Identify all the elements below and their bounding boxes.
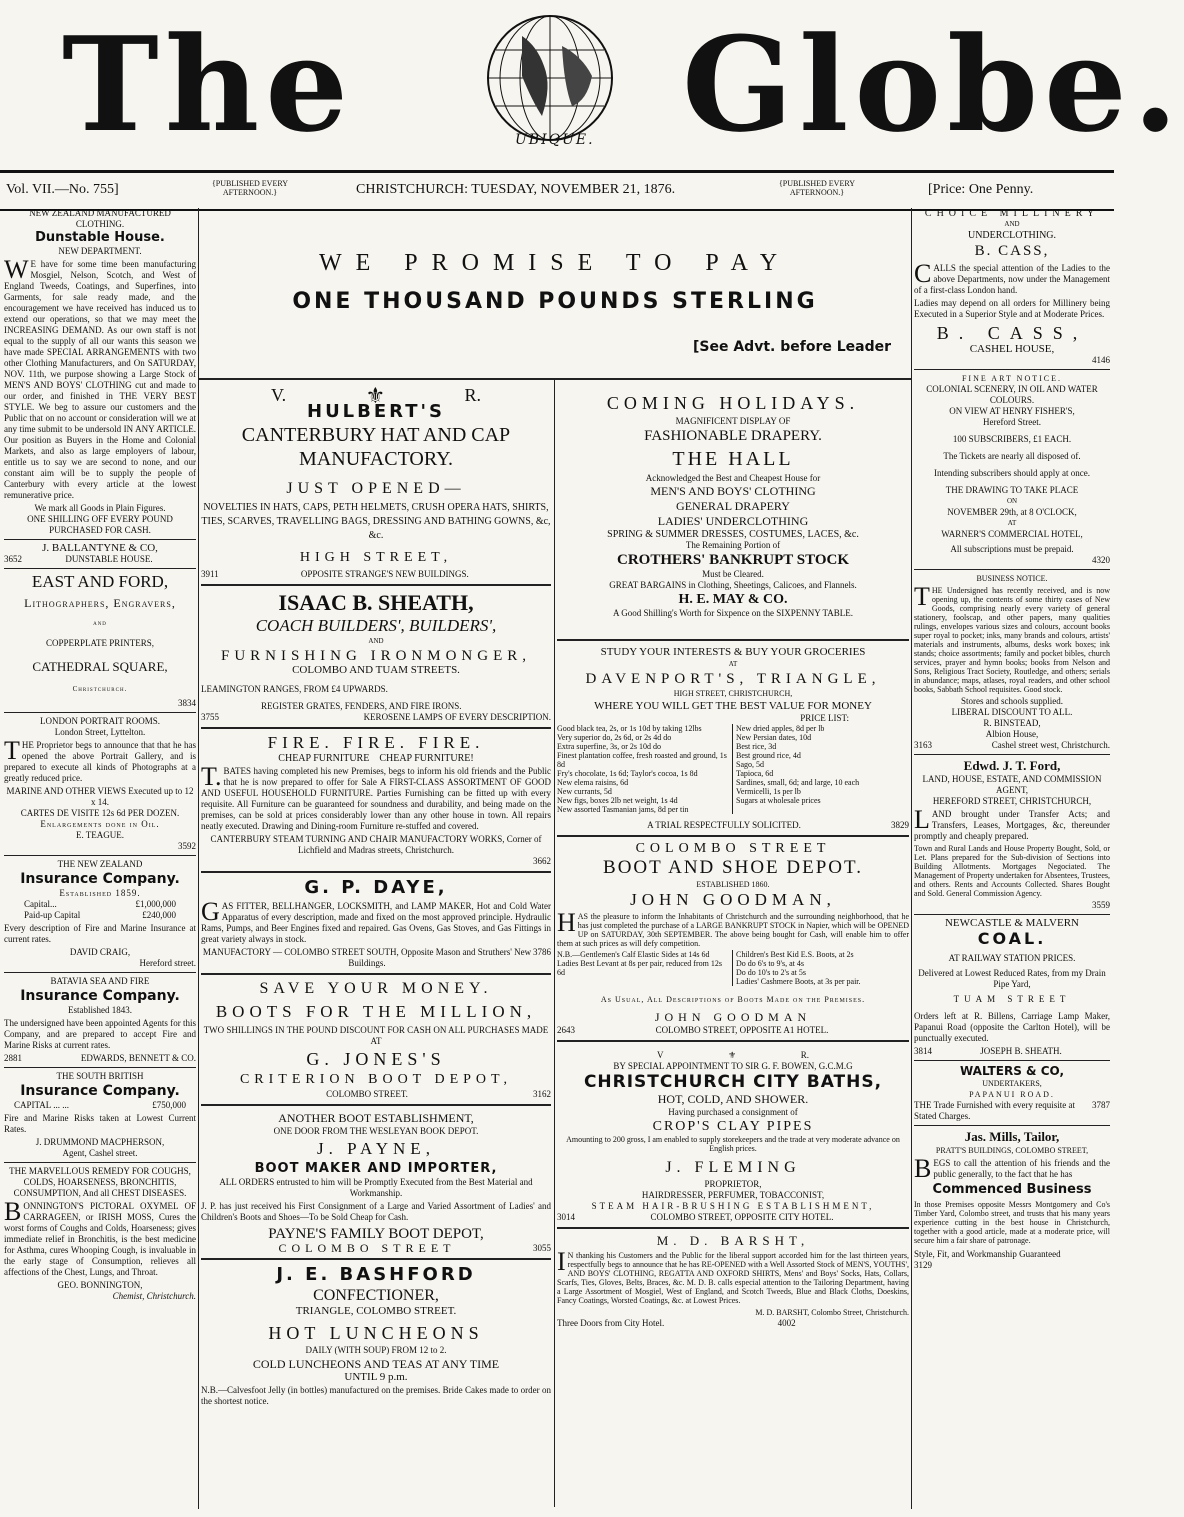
remaining-portion: The Remaining Portion of <box>685 540 781 550</box>
established-1843: Established 1843. <box>68 1005 132 1015</box>
opposite-strange: OPPOSITE STRANGE'S NEW BUILDINGS. <box>300 569 469 579</box>
fashionable-drapery: FASHIONABLE DRAPERY. <box>644 428 822 444</box>
colombo-tuam: COLOMBO AND TUAM STREETS. <box>292 664 460 676</box>
hulbert-name: HULBERT'S <box>307 401 445 422</box>
spring-summer: SPRING & SUMMER DRESSES, COSTUMES, LACES, &c. <box>607 529 859 540</box>
goodman-body: HAS the pleasure to inform the Inhabitants of Christchurch and the surrounding neighborhood, that he has just completed the purchase of a LARGE BANKRUPT STOCK in Napier, which will be OPENED UP on SATURDAY, 30th SEPTEMBER. The above being bought for Cash, will enable him to offer them at such prices as will defy competition. <box>557 908 909 948</box>
on-view: ON VIEW AT HENRY FISHER'S, <box>949 406 1075 416</box>
crops-clay-pipes: CROP'S CLAY PIPES <box>652 1119 814 1134</box>
ballantyne-number: 3652 <box>4 554 22 564</box>
payne-body: J. P. has just received his First Consignment of a Large and Varied Assortment of Ladies' and Children's Boots and Shoes—To be Sold Cheap for Cash. <box>201 1201 551 1222</box>
christchurch-small: Christchurch. <box>72 685 128 693</box>
teague-signature: E. TEAGUE. <box>75 830 125 840</box>
price-item: New Persian dates, 10d <box>736 733 812 742</box>
prepaid: All subscriptions must be prepaid. <box>950 544 1074 554</box>
cass-body: CALLS the special attention of the Ladies to the above Departments, now under the Management of a first-class London hand. <box>914 259 1110 295</box>
another-boot: ANOTHER BOOT ESTABLISHMENT, <box>278 1111 474 1125</box>
magnificent-display: MAGNIFICENT DISPLAY OF <box>675 416 791 426</box>
fine-art-number: 4320 <box>1092 555 1110 565</box>
price-item: New assorted Tasmanian jams, 8d per tin <box>557 805 689 814</box>
copperplate: COPPERPLATE PRINTERS, <box>45 638 155 648</box>
tuam-street: TUAM STREET <box>953 994 1071 1004</box>
business-notice: BUSINESS NOTICE. <box>976 574 1048 583</box>
ford-number: 3559 <box>1092 900 1110 910</box>
binstead-number: 3163 <box>914 740 932 750</box>
fire-heading: FIRE. FIRE. FIRE. <box>267 733 485 752</box>
dav-at: AT <box>728 660 738 668</box>
and-text: and <box>93 619 107 627</box>
promise-heading: WE PROMISE TO PAY <box>318 250 792 276</box>
price-item: Extra superfine, 3s, or 2s 10d do <box>557 742 661 751</box>
save-money: SAVE YOUR MONEY. <box>259 980 493 997</box>
dunstable-body: WE have for some time been manufacturing Mosgiel, Nelson, Scotch, and West of England Tweeds, Coatings, and Superfines, into Garments, for sale ready made, and the encouragement we have received has induced us to extend our operations, so that we may meet the INCREASING DEMAND. As our own staff is not equal to the supply of all our wants this season we have made SPECIAL ARRANGEMENTS with two other Clothing Manufacturers, and On SATURDAY, NOV. 11th, we purpose showing a Large Stock of MEN'S AND BOYS' CLOTHING cut and made to our order, and finished in THE VERY BEST STYLE. We beg to assure our customers and the Public that on no account or consideration will we at any time submit to be undersold IN ANY ARTICLE. Our position as Buyers in the Home and Colonial Markets, and also as large employers of labour, entitle us to say we are second to none, and our constant aim will be to supply the people of Canterbury with every article at the lowest remunerative price. <box>4 255 196 500</box>
mills-number: 3129 <box>914 1260 932 1270</box>
bonnington-signature: GEO. BONNINGTON, <box>57 1280 143 1290</box>
drawing-on: ON <box>1006 497 1018 505</box>
south-british-heading: THE SOUTH BRITISH <box>56 1071 144 1081</box>
edwards-number: 2881 <box>4 1053 22 1063</box>
bates-body: T.BATES having completed his new Premises, begs to inform his old friends and the Public that he is now prepared to offer for Sale A FIRST-CLASS ASSORTMENT OF GOOD AND USEFUL HOUSEHOLD FURNITURE. Parties Furnishing can be fitted up with every requisite. All Furniture can be guaranteed for soundness and durability, and being made on the premises, can be sold at prices considerably lower than any other house in town. All repairs neatly executed. Drawing and Dining-room Furniture re-stuffed and covered. <box>201 762 551 831</box>
city-date: CHRISTCHURCH: TUESDAY, NOVEMBER 21, 1876. <box>356 182 676 197</box>
mills-name: Jas. Mills, Tailor, <box>964 1129 1060 1144</box>
walters-number: 3787 <box>1092 1100 1110 1110</box>
amounting: Amounting to 200 gross, I am enabled to supply storekeepers and the trade at very moderate advance on English prices. <box>566 1135 900 1153</box>
edwards-signature: EDWARDS, BENNETT & CO. <box>80 1053 196 1063</box>
established-1859: Established 1859. <box>59 888 141 898</box>
railway-prices: AT RAILWAY STATION PRICES. <box>948 953 1076 963</box>
sixpenny-table: A Good Shilling's Worth for Sixpence on the SIXPENNY TABLE. <box>612 608 853 618</box>
stores-schools: Stores and schools supplied. <box>961 696 1063 706</box>
masthead-title-left: The <box>62 8 354 161</box>
baths-crest-icon: ⚜ <box>728 1050 737 1060</box>
nz-insurance-company: Insurance Company. <box>20 871 180 887</box>
cass-number: 4146 <box>1092 355 1110 365</box>
crest-icon: ⚜ <box>365 383 386 408</box>
sheath-number-right: 3814 <box>914 1046 932 1056</box>
undertakers: UNDERTAKERS, <box>982 1079 1042 1088</box>
lithographers: Lithographers, Engravers, <box>24 596 176 610</box>
register-grates: REGISTER GRATES, FENDERS, AND FIRE IRONS. <box>261 701 462 711</box>
mid-left-subcolumn <box>201 384 551 1511</box>
ladies-levant: Ladies Best Levant at 8s per pair, reduced from 12s 6d <box>557 959 722 977</box>
capital-label: Capital... <box>24 899 57 909</box>
ford-body-2: Town and Rural Lands and House Property Bought, Sold, or Let. Plans prepared for the Sub-division of Sections into Building Allotments. Mortgages Negociated. The Management of Property undertaken for Absentees, Trustees, and others. Rents and Accounts Collected. Shares Bought and Sold. General Commission Agency. <box>914 844 1110 898</box>
nz-insurance-heading: THE NEW ZEALAND <box>57 859 143 869</box>
marine-views: MARINE AND OTHER VIEWS Executed up to 12 x 14. <box>6 786 194 807</box>
cheap-furniture: CHEAP FURNITURE CHEAP FURNITURE! <box>278 753 474 764</box>
great-bargains: GREAT BARGAINS in Clothing, Sheetings, Calicoes, and Flannels. <box>609 580 857 590</box>
price-item: Vermicelli, 1s per lb <box>736 787 801 796</box>
daily-soup: DAILY (WITH SOUP) FROM 12 to 2. <box>305 1345 447 1355</box>
price-item: Sugars at wholesale prices <box>736 796 821 805</box>
warner-hotel: WARNER'S COMMERCIAL HOTEL, <box>941 529 1083 539</box>
mills-body: In those Premises opposite Messrs Montgomery and Co's Timber Yard, Colombo street, and trusts that his many years experience cutting in the best house in Christchurch, together with a good article, made at a moderate price, will secure him a fair share of patronage. <box>914 1200 1110 1245</box>
macpherson-signature: J. DRUMMOND MACPHERSON, <box>35 1137 165 1147</box>
paidup-label: Paid-up Capital <box>24 910 81 920</box>
boot-maker: BOOT MAKER AND IMPORTER, <box>254 1161 498 1176</box>
papanui-road: PAPANUI ROAD. <box>969 1090 1055 1099</box>
fleming-hairdresser: HAIRDRESSER, PERFUMER, TOBACCONIST, <box>641 1190 825 1200</box>
colonial-scenery: COLONIAL SCENERY, IN OIL AND WATER COLOURS. <box>926 384 1098 405</box>
cartes-de-visite: CARTES DE VISITE 12s 6d PER DOZEN. <box>20 808 180 818</box>
childrens-boot-item: Ladies' Cashmere Boots, at 3s per pair. <box>736 977 861 986</box>
cold-luncheons: COLD LUNCHEONS AND TEAS AT ANY TIME <box>252 1357 500 1371</box>
volume-number: Vol. VII.—No. 755] <box>6 182 119 197</box>
enlargements: Enlargements done in Oil. <box>40 819 160 829</box>
cashel-west: Cashel street west, Christchurch. <box>991 740 1110 750</box>
newcastle-malvern: NEWCASTLE & MALVERN <box>944 917 1080 929</box>
published-note-left: {PUBLISHED EVERY AFTERNOON.} <box>211 179 289 197</box>
criterion-depot: CRITERION BOOT DEPOT, <box>239 1072 513 1087</box>
davenport-name: DAVENPORT'S, TRIANGLE, <box>585 671 881 687</box>
barsht-number: 4002 <box>777 1318 796 1328</box>
east-ford-heading: EAST AND FORD, <box>31 572 169 591</box>
payne-name: J. PAYNE, <box>317 1139 435 1158</box>
city-baths: CHRISTCHURCH CITY BATHS, <box>583 1072 883 1092</box>
price-item: New elema raisins, 6d <box>557 778 629 787</box>
two-shillings: TWO SHILLINGS IN THE POUND DISCOUNT FOR CASH ON ALL PURCHASES MADE AT <box>203 1025 549 1046</box>
payne-number: 3055 <box>532 1243 551 1253</box>
having-purchased: Having purchased a consignment of <box>668 1107 798 1117</box>
special-appointment: BY SPECIAL APPOINTMENT TO SIR G. F. BOWEN, G.C.M.G <box>613 1061 853 1071</box>
payne-street: COLOMBO STREET <box>278 1241 456 1255</box>
daye-body: GAS FITTER, BELLHANGER, LOCKSMITH, and LAMP MAKER, Hot and Cold Water Apparatus of every description, made and fixed on the most approved principle. Hydraulic Rams, Pumps, and Beer Engines fixed and repaired. Gas Ovens, Gas Stoves, and Gas Fittings in great variety always in stock. <box>201 897 551 944</box>
payne-depot: PAYNE'S FAMILY BOOT DEPOT, <box>268 1226 484 1242</box>
joseph-sheath: JOSEPH B. SHEATH. <box>980 1046 1062 1056</box>
ballantyne-house: DUNSTABLE HOUSE. <box>65 554 153 564</box>
cathedral-square: CATHEDRAL SQUARE, <box>32 659 168 674</box>
may-co: H. E. MAY & CO. <box>678 592 788 607</box>
tickets-disposed: The Tickets are nearly all disposed of. <box>943 451 1081 461</box>
pratt-buildings: PRATT'S BUILDINGS, COLOMBO STREET, <box>935 1146 1089 1155</box>
daye-name: G. P. DAYE, <box>304 877 448 898</box>
fine-art-notice: FINE ART NOTICE. <box>961 374 1063 383</box>
trial-solicited: A TRIAL RESPECTFULLY SOLICITED. <box>647 820 801 830</box>
childrens-boots <box>733 950 909 986</box>
goodman-address: COLOMBO STREET, OPPOSITE A1 HOTEL. <box>655 1025 829 1035</box>
price-item: Sardines, small, 6d; and large, 10 each <box>736 778 860 787</box>
price-list-label: PRICE LIST: <box>800 713 849 723</box>
until-9pm: UNTIL 9 p.m. <box>344 1371 408 1383</box>
as-usual: As Usual, All Descriptions of Boots Made on the Premises. <box>600 995 866 1004</box>
nz-manufactured-heading: NEW ZEALAND MANUFACTURED CLOTHING. <box>29 208 171 229</box>
marvellous-remedy: THE MARVELLOUS REMEDY FOR COUGHS, COLDS, HOARSENESS, BRONCHITIS, CONSUMPTION, And all CHEST DISEASES. <box>9 1166 191 1198</box>
barsht-body: IN thanking his Customers and the Public for the liberal support accorded him for the last thirteen years, respectfully begs to announce that he has RE-OPENED with a Well Assorted Stock of MEN'S, YOUTHS', AND BOYS' CLOTHING, REGATTA AND OXFORD SHIRTS, Mens' and Boys' Socks, Hats, Collars, Scarfs, Ties, Gloves, Belts, Braces, &c. M. D. B. calls especial attention to the Tailoring Department, having a Large Assortment of Mosgiel, West of England, and Scotch Tweeds, Blue and Black Cloths, Doeskins, Fancy Coatings, Worsted Coatings, &c. at Lowest Prices. <box>557 1247 909 1305</box>
coal-heading: COAL. <box>977 929 1047 948</box>
daye-manufactory: MANUFACTORY — COLOMBO STREET SOUTH, Opposite Mason and Struthers' New Buildings. <box>202 947 532 968</box>
price-item: Tapioca, 6d <box>736 769 774 778</box>
three-doors: Three Doors from City Hotel. <box>557 1318 665 1328</box>
jones-name: G. JONES'S <box>306 1049 446 1069</box>
portrait-address: London Street, Lyttelton. <box>54 727 146 737</box>
cass-big: B. CASS, <box>936 323 1088 343</box>
commenced-business: Commenced Business <box>932 1182 1092 1197</box>
jones-number: 3162 <box>533 1089 551 1099</box>
hulbert-novelties: NOVELTIES IN HATS, CAPS, PETH HELMETS, CRUSH OPERA HATS, SHIRTS, TIES, SCARVES, TRAVELLING BAGS, DRESSING AND BATHING GOWNS, &c, &c. <box>201 502 551 541</box>
boot-prices <box>557 950 909 986</box>
underclothing: UNDERCLOTHING. <box>967 230 1057 241</box>
baths-r: R. <box>800 1050 809 1060</box>
bates-number: 3662 <box>533 856 551 866</box>
boots-million: BOOTS FOR THE MILLION, <box>215 1002 537 1021</box>
furnishing-ironmonger: FURNISHING IRONMONGER, <box>220 648 531 664</box>
price-item: Sago, 5d <box>736 760 764 769</box>
barsht-name: M. D. BARSHT, <box>656 1233 810 1248</box>
craig-signature: DAVID CRAIG, <box>69 947 131 957</box>
mills-begs: BEGS to call the attention of his friends and the public generally, to the fact that he has <box>914 1154 1110 1183</box>
intending-subscribers: Intending subscribers should apply at once. <box>934 468 1090 478</box>
barsht-signature: M. D. BARSHT, Colombo Street, Christchurch. <box>755 1308 909 1317</box>
established-1860: ESTABLISHED 1860. <box>696 880 770 889</box>
colombo-street-heading: COLOMBO STREET <box>635 841 831 856</box>
price-item: Fry's chocolate, 1s 6d; Taylor's cocoa, 1s 8d <box>557 769 698 778</box>
baths-v: V <box>657 1050 664 1060</box>
kerosene-lamps: KEROSENE LAMPS OF EVERY DESCRIPTION. <box>363 712 551 722</box>
bates-works: CANTERBURY STEAM TURNING AND CHAIR MANUFACTORY WORKS, Corner of Lichfield and Madras streets, Christchurch. <box>210 834 542 855</box>
batavia-insurance: Insurance Company. <box>20 988 180 1004</box>
price-item: Best rice, 3d <box>736 742 777 751</box>
davenport-number: 3829 <box>891 820 909 830</box>
every-description: Every description of Fire and Marine Insurance at current rates. <box>4 923 196 944</box>
east-ford-number: 3834 <box>178 698 196 708</box>
jones-street: COLOMBO STREET. <box>326 1089 408 1099</box>
walters-name: WALTERS & CO, <box>959 1064 1065 1078</box>
study-interests: STUDY YOUR INTERESTS & BUY YOUR GROCERIES <box>600 646 866 658</box>
masthead-motto: UBIQUE. <box>515 132 595 148</box>
acknowledged: Acknowledged the Best and Cheapest House for <box>645 473 821 483</box>
sb-capital-label: CAPITAL ... ... <box>14 1100 69 1110</box>
coming-holidays: COMING HOLIDAYS. <box>606 393 860 413</box>
ballantyne-signature: J. BALLANTYNE & CO, <box>42 542 158 554</box>
paidup-value: £240,000 <box>142 910 176 920</box>
one-shilling-off: ONE SHILLING OFF EVERY POUND PURCHASED FOR CASH. <box>27 514 173 535</box>
new-department: NEW DEPARTMENT. <box>58 246 142 256</box>
middle-column <box>198 208 912 1509</box>
fleming-address: COLOMBO STREET, OPPOSITE CITY HOTEL. <box>650 1212 834 1222</box>
boot-shoe-depot: BOOT AND SHOE DEPOT. <box>603 857 863 878</box>
coach-builders: COACH BUILDERS', BUILDERS', <box>255 616 497 635</box>
leamington-ranges: LEAMINGTON RANGES, FROM £4 UPWARDS. <box>201 684 388 694</box>
sheath-and: AND <box>368 637 384 645</box>
trade-furnished: THE Trade Furnished with every requisite at Stated Charges. <box>914 1100 1075 1121</box>
confectioner: CONFECTIONER, <box>313 1287 439 1304</box>
liberal-discount: LIBERAL DISCOUNT TO ALL. <box>951 707 1073 717</box>
drawing-place: THE DRAWING TO TAKE PLACE <box>945 485 1079 495</box>
childrens-boot-item: Children's Best Kid E.S. Boots, at 2s <box>736 950 854 959</box>
delivered: Delivered at Lowest Reduced Rates, from my Drain Pipe Yard, <box>918 968 1106 989</box>
price-item: Very superior do, 2s 6d, or 2s 4d do <box>557 733 672 742</box>
south-british-insurance: Insurance Company. <box>20 1083 180 1099</box>
canterbury-hat: CANTERBURY HAT AND CAP MANUFACTORY. <box>241 424 511 470</box>
cass-name: B. CASS, <box>974 243 1050 259</box>
batavia-heading: BATAVIA SEA AND FIRE <box>50 976 150 986</box>
ford-hereford: HEREFORD STREET, CHRISTCHURCH, <box>932 796 1092 806</box>
teague-number: 3592 <box>178 841 196 851</box>
hot-cold-shower: HOT, COLD, AND SHOWER. <box>657 1092 809 1106</box>
price-item: New currants, 5d <box>557 787 612 796</box>
ford-body: LAND brought under Transfer Acts; and Transfers, Leases, Mortgages, &c, thereunder promptly and cheaply prepared. <box>914 805 1110 841</box>
high-street-chch: HIGH STREET, CHRISTCHURCH, <box>673 689 793 698</box>
fleming-proprietor: PROPRIETOR, <box>704 1179 762 1189</box>
gents-calf: N.B.—Gentlemen's Calf Elastic Sides at 14s 6d <box>557 950 710 959</box>
cashel-house: CASHEL HOUSE, <box>969 343 1055 355</box>
general-drapery: GENERAL DRAPERY <box>676 499 790 513</box>
right-column <box>914 208 1110 1509</box>
style-fit: Style, Fit, and Workmanship Guaranteed <box>914 1249 1061 1259</box>
bonnington-chemist: Chemist, Christchurch. <box>112 1291 196 1301</box>
sb-body: Fire and Marine Risks taken at Lowest Current Rates. <box>4 1113 196 1134</box>
binstead-name: R. BINSTEAD, <box>983 718 1041 728</box>
drawing-at: AT <box>1007 519 1017 527</box>
best-value: WHERE YOU WILL GET THE BEST VALUE FOR MONEY <box>594 700 872 712</box>
bonnington-body: BONNINGTON'S PICTORAL OXYMEL OF CARRAGEEN, or IRISH MOSS, Cures the worst forms of Coughs and Colds, Hoarseness; gives immediate relief in Bronchitis, is the best medicine for Asthma, cures Whooping Cough, is invaluable in the early stage of Consumption, relieves all affections of the Chest, Lungs, and Throat. <box>4 1197 196 1277</box>
capital-value: £1,000,000 <box>135 899 176 909</box>
fisher-hereford: Hereford Street. <box>983 417 1041 427</box>
subscribers: 100 SUBSCRIBERS, £1 EACH. <box>952 434 1072 444</box>
orders-left: Orders left at R. Billens, Carriage Lamp Maker, Papanui Road (opposite the Carlton Hotel), will be punctually executed. <box>914 1011 1110 1043</box>
published-note-right: {PUBLISHED EVERY AFTERNOON.} <box>778 179 856 197</box>
promise-banner <box>199 208 911 376</box>
november-29: NOVEMBER 29th, at 8 O'CLOCK, <box>947 507 1077 517</box>
hereford-street: Hereford street. <box>139 958 196 968</box>
albion-house: Albion House, <box>985 729 1039 739</box>
high-street: HIGH STREET, <box>299 550 453 565</box>
mens-boys-clothing: MEN'S AND BOYS' CLOTHING <box>650 484 816 498</box>
hulbert-v: V. <box>271 385 287 405</box>
nb-calvesfoot: N.B.—Calvesfoot Jelly (in bottles) manufactured on the premises. Bride Cakes made to order on the shortest notice. <box>201 1385 551 1406</box>
price-item: New dried apples, 8d per lb <box>736 724 825 733</box>
triangle-colombo: TRIANGLE, COLOMBO STREET. <box>295 1305 457 1317</box>
hulbert-number: 3911 <box>201 569 219 579</box>
see-advt: [See Advt. before Leader <box>693 339 891 355</box>
fleming-number: 3014 <box>557 1212 575 1222</box>
the-hall: THE HALL <box>672 448 794 470</box>
cass-body-2: Ladies may depend on all orders for Millinery being Executed in a Superior Style and at Moderate Prices. <box>914 298 1110 319</box>
cass-and: AND <box>1004 220 1020 228</box>
portrait-body: THE Proprietor begs to announce that that he has opened the above Portrait Gallery, and is prepared to execute all kinds of Photographs at a greatly reduced price. <box>4 736 196 783</box>
ford-name: Edwd. J. T. Ford, <box>963 758 1061 773</box>
goodman-name-2: JOHN GOODMAN <box>654 1010 812 1024</box>
fleming-name: J. FLEMING <box>665 1159 801 1176</box>
mid-right-subcolumn <box>557 384 909 1511</box>
sb-capital-value: £750,000 <box>152 1100 186 1110</box>
must-cleared: Must be Cleared. <box>702 569 764 579</box>
thousand-pounds: ONE THOUSAND POUNDS STERLING <box>292 289 818 314</box>
masthead-title-right: Globe. <box>682 8 1184 161</box>
one-door: ONE DOOR FROM THE WESLEYAN BOOK DEPOT. <box>273 1126 479 1136</box>
dateline-bar <box>0 170 1114 211</box>
left-column <box>4 208 196 1509</box>
ladies-underclothing: LADIES' UNDERCLOTHING <box>657 514 809 528</box>
land-agent: LAND, HOUSE, ESTATE, AND COMMISSION AGENT, <box>922 774 1102 795</box>
daye-number: 3786 <box>533 947 551 957</box>
bashford-name: J. E. BASHFORD <box>276 1264 476 1285</box>
portrait-rooms-heading: LONDON PORTRAIT ROOMS. <box>39 716 161 726</box>
dunstable-house-heading: Dunstable House. <box>35 230 165 245</box>
just-opened: JUST OPENED— <box>286 480 466 497</box>
sheath-name: ISAAC B. SHEATH, <box>278 590 474 615</box>
childrens-boot-item: Do do 10's to 2's at 5s <box>736 968 806 977</box>
price: [Price: One Penny. <box>928 182 1034 197</box>
hulbert-r: R. <box>464 385 481 405</box>
sheath-number: 3755 <box>201 712 219 722</box>
goodman-number: 2643 <box>557 1025 575 1035</box>
steam-hair: STEAM HAIR-BRUSHING ESTABLISHMENT, <box>591 1201 875 1211</box>
childrens-boot-item: Do do 6's to 9's, at 4s <box>736 959 804 968</box>
batavia-body: The undersigned have been appointed Agents for this Company, and are prepared to accept Fire and Marine Risks at current rates. <box>4 1018 196 1050</box>
price-item: Finest plantation coffee, fresh roasted and ground, 1s 8d <box>557 751 727 769</box>
price-item: Best ground rice, 4d <box>736 751 801 760</box>
business-body: THE Undersigned has recently received, and is now opening up, the contents of some thirty cases of New Goods, comprising nearly every variety of general stationery, foolscap, and other papers, many qualities rulings, envelopes various sizes and colours, account books super royal to pocket; inks, many brands and colours, artists' materials and instruments, albums, desks work boxes; ink stands; choice assortments; family and pocket bibles, church services, prayer and hymn books; books from Nelson and Sons, Religious Tract Society, Routledge, and others; serials in abundance; maps, atlases, royal readers, and other school books, Sabbath School requisites. Good stock. <box>914 582 1110 694</box>
crothers-stock: CROTHERS' BANKRUPT STOCK <box>617 552 849 568</box>
price-list-left <box>557 724 733 814</box>
price-item: New figs, boxes 2lb net weight, 1s 4d <box>557 796 678 805</box>
all-orders: ALL ORDERS entrusted to him will be Promptly Executed from the Best Material and Workmanship. <box>219 1177 533 1198</box>
hot-luncheons: HOT LUNCHEONS <box>268 1323 484 1343</box>
masthead <box>0 0 1184 170</box>
choice-millinery: CHOICE MILLINERY <box>924 208 1100 219</box>
plain-figures: We mark all Goods in Plain Figures. <box>34 503 166 513</box>
price-list-right <box>733 724 909 814</box>
macpherson-agent: Agent, Cashel street. <box>62 1148 138 1158</box>
price-item: Good black tea, 2s, or 1s 10d by taking 12lbs <box>557 724 702 733</box>
goodman-name: JOHN GOODMAN, <box>630 890 836 909</box>
price-list <box>557 724 909 814</box>
